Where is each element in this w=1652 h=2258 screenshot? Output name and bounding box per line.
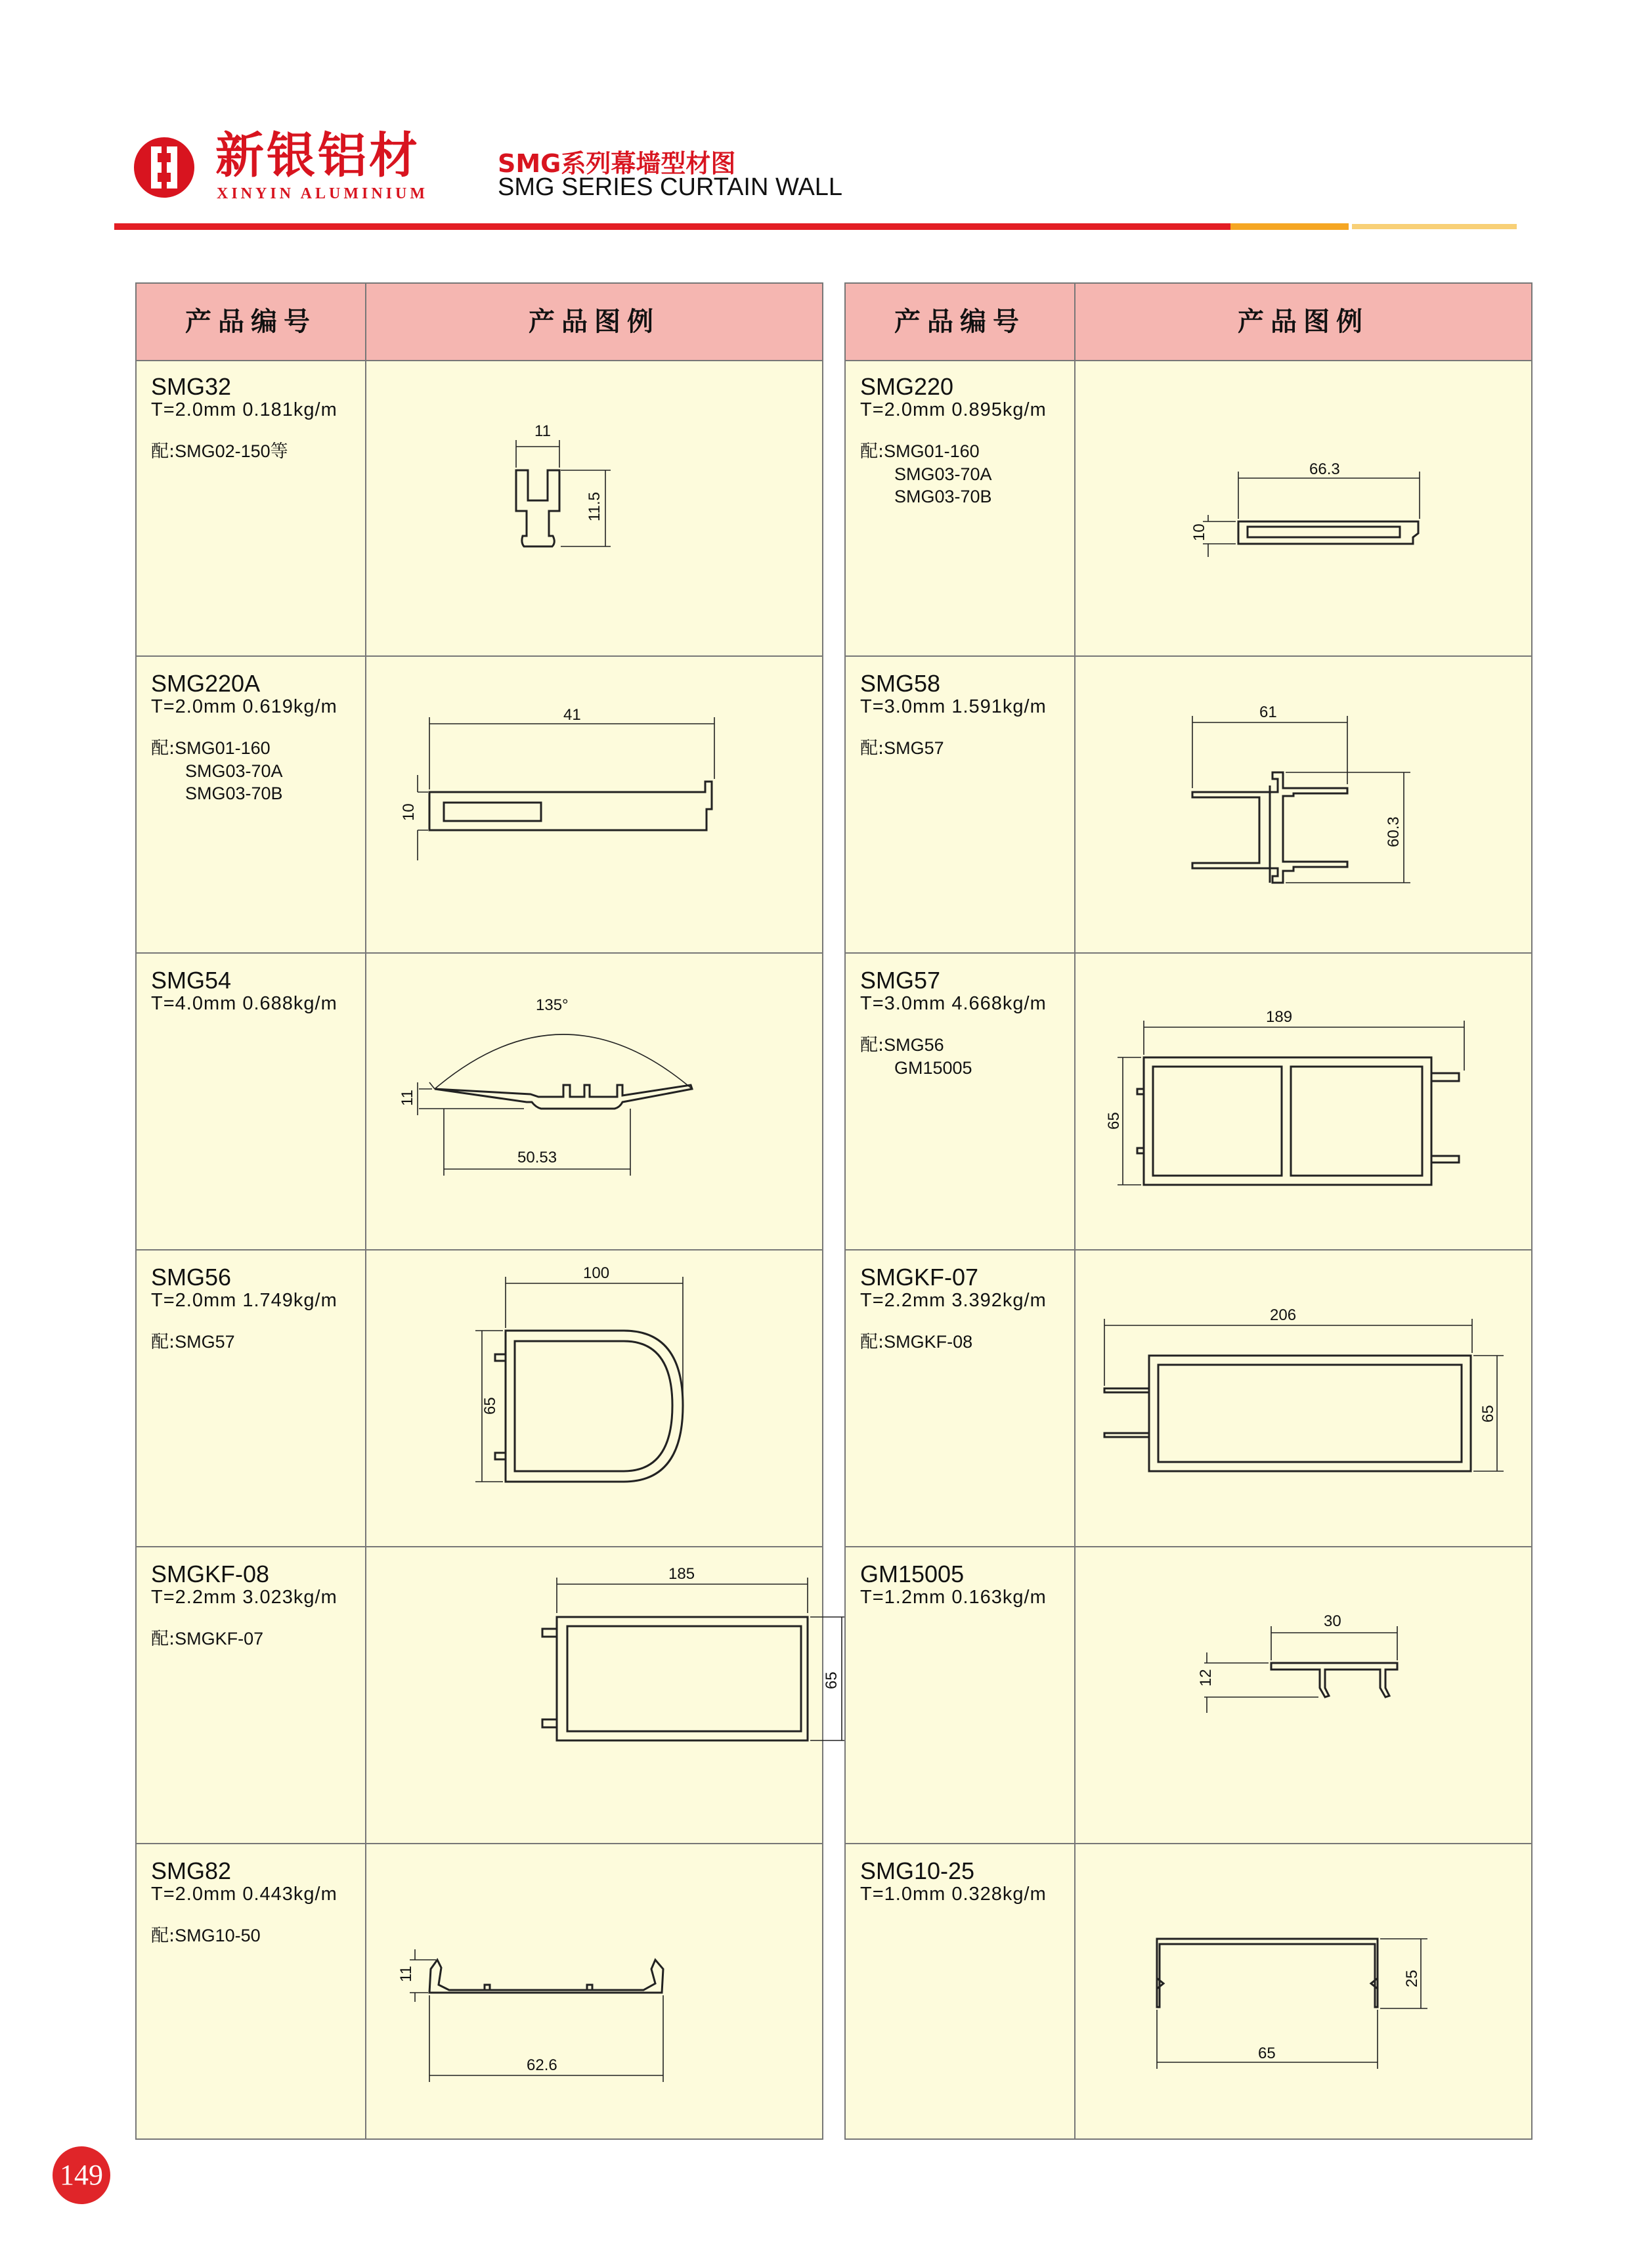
brand-name-cn: 新银铝材 [215,127,420,184]
product-spec: T=2.0mm 1.749kg/m [151,1290,337,1311]
pairs-item: SMG03-70B [185,784,283,803]
product-spec: T=2.0mm 0.181kg/m [151,399,337,420]
pairs-item: SMG57 [175,1332,235,1352]
brand-name-en: XINYIN ALUMINIUM [217,185,429,202]
header-rule [114,223,1517,231]
product-code: SMG56 [151,1264,232,1291]
product-row [137,1844,822,2141]
product-code: SMGKF-08 [151,1561,270,1587]
dim-label: 41 [563,706,581,724]
profile-drawing [1076,360,1532,655]
product-code: SMG220 [860,373,954,400]
product-row [846,1251,1531,1547]
pairs-label: 配: [860,441,884,462]
product-row [846,1547,1531,1844]
product-spec: T=2.0mm 0.895kg/m [860,399,1047,420]
logo-icon [131,135,197,200]
dim-label: 206 [1270,1306,1297,1324]
profile-drawing [366,657,823,952]
product-table-left [135,282,840,2140]
pairs-item: SMG03-70A [894,464,992,484]
dim-label: 10 [1190,523,1208,541]
profile-drawing [1076,657,1532,952]
product-table-right [844,282,1532,2140]
page-title-cn: SMG系列幕墙型材图 [498,149,736,178]
dim-label: 100 [583,1264,610,1282]
table-header [137,284,822,361]
dim-label: 10 [400,803,418,821]
product-row [137,360,822,657]
header-product-figure: 产品图例 [529,307,660,337]
header-product-code: 产品编号 [185,307,316,337]
product-code: SMG54 [151,967,232,994]
product-spec: T=2.0mm 0.443kg/m [151,1884,337,1905]
product-spec: T=4.0mm 0.688kg/m [151,993,337,1014]
dim-label: 135° [536,996,569,1014]
product-spec: T=2.0mm 0.619kg/m [151,696,337,717]
dim-label: 12 [1197,1669,1215,1687]
dim-label: 185 [668,1565,695,1583]
pairs-item: SMG56 [884,1035,944,1055]
pairs-label: 配: [860,738,884,759]
product-spec: T=2.2mm 3.023kg/m [151,1587,337,1608]
profile-drawing [366,1251,823,1546]
pairs-item: GM15005 [894,1058,972,1078]
page-number: 149 [53,2146,110,2204]
pairs-label: 配: [151,1926,175,1946]
dim-label: 65 [823,1671,840,1689]
pairs-label: 配: [860,1332,884,1352]
product-code: SMG32 [151,373,232,400]
pairs-item: SMG03-70A [185,761,283,781]
profile-drawing [366,1547,840,1843]
dim-label: 189 [1266,1008,1293,1026]
profile-drawing [1076,954,1532,1249]
product-spec: T=3.0mm 4.668kg/m [860,993,1047,1014]
product-row [137,1251,822,1547]
dim-label: 11 [399,1090,416,1106]
product-code: SMG58 [860,670,941,697]
dim-label: 65 [1258,2045,1276,2062]
header-product-figure: 产品图例 [1238,307,1369,337]
pairs-label: 配: [151,1332,175,1352]
product-spec: T=1.0mm 0.328kg/m [860,1884,1047,1905]
dim-label: 50.53 [517,1149,557,1166]
product-code: SMGKF-07 [860,1264,979,1291]
pairs-label: 配: [151,738,175,759]
pairs-item: SMG01-160 [175,738,271,758]
pairs-item: SMG03-70B [894,487,992,506]
product-code: SMG10-25 [860,1857,975,1884]
pairs-label: 配: [151,441,175,462]
profile-drawing [366,360,823,655]
pairs-item: SMGKF-07 [175,1629,264,1649]
page-title-en: SMG SERIES CURTAIN WALL [498,173,843,201]
dim-label: 66.3 [1309,460,1340,478]
product-code: GM15005 [860,1561,965,1587]
pairs-item: SMG57 [884,738,944,758]
pairs-item: SMG01-160 [884,441,980,461]
dim-label: 30 [1324,1612,1341,1630]
product-code: SMG82 [151,1857,232,1884]
dim-label: 25 [1403,1970,1421,1987]
profile-drawing [1076,1251,1532,1546]
profile-drawing [366,1844,823,2140]
dim-label: 60.3 [1385,816,1402,847]
pairs-label: 配: [860,1035,884,1055]
product-row [846,657,1531,954]
product-row [137,954,822,1251]
product-row [846,1844,1531,2141]
product-code: SMG57 [860,967,941,994]
product-spec: T=2.2mm 3.392kg/m [860,1290,1047,1311]
profile-drawing [1076,1844,1532,2140]
product-spec: T=1.2mm 0.163kg/m [860,1587,1047,1608]
table-header [846,284,1531,361]
dim-label: 11 [534,422,551,440]
product-row [846,954,1531,1251]
dim-label: 65 [1105,1112,1123,1130]
product-row [137,657,822,954]
dim-label: 61 [1259,703,1277,721]
profile-drawing [366,954,823,1249]
product-row [846,360,1531,657]
pairs-item: SMG10-50 [175,1926,261,1945]
dim-label: 11.5 [586,492,603,521]
product-spec: T=3.0mm 1.591kg/m [860,696,1047,717]
dim-label: 65 [1479,1405,1497,1423]
header-product-code: 产品编号 [894,307,1026,337]
pairs-item: SMGKF-08 [884,1332,973,1352]
dim-label: 62.6 [527,2056,557,2074]
product-code: SMG220A [151,670,261,697]
dim-label: 11 [397,1966,415,1982]
profile-drawing [1076,1547,1532,1843]
pairs-label: 配: [151,1629,175,1649]
product-row [137,1547,840,1844]
pairs-item: SMG02-150等 [175,441,288,461]
dim-label: 65 [481,1397,499,1415]
